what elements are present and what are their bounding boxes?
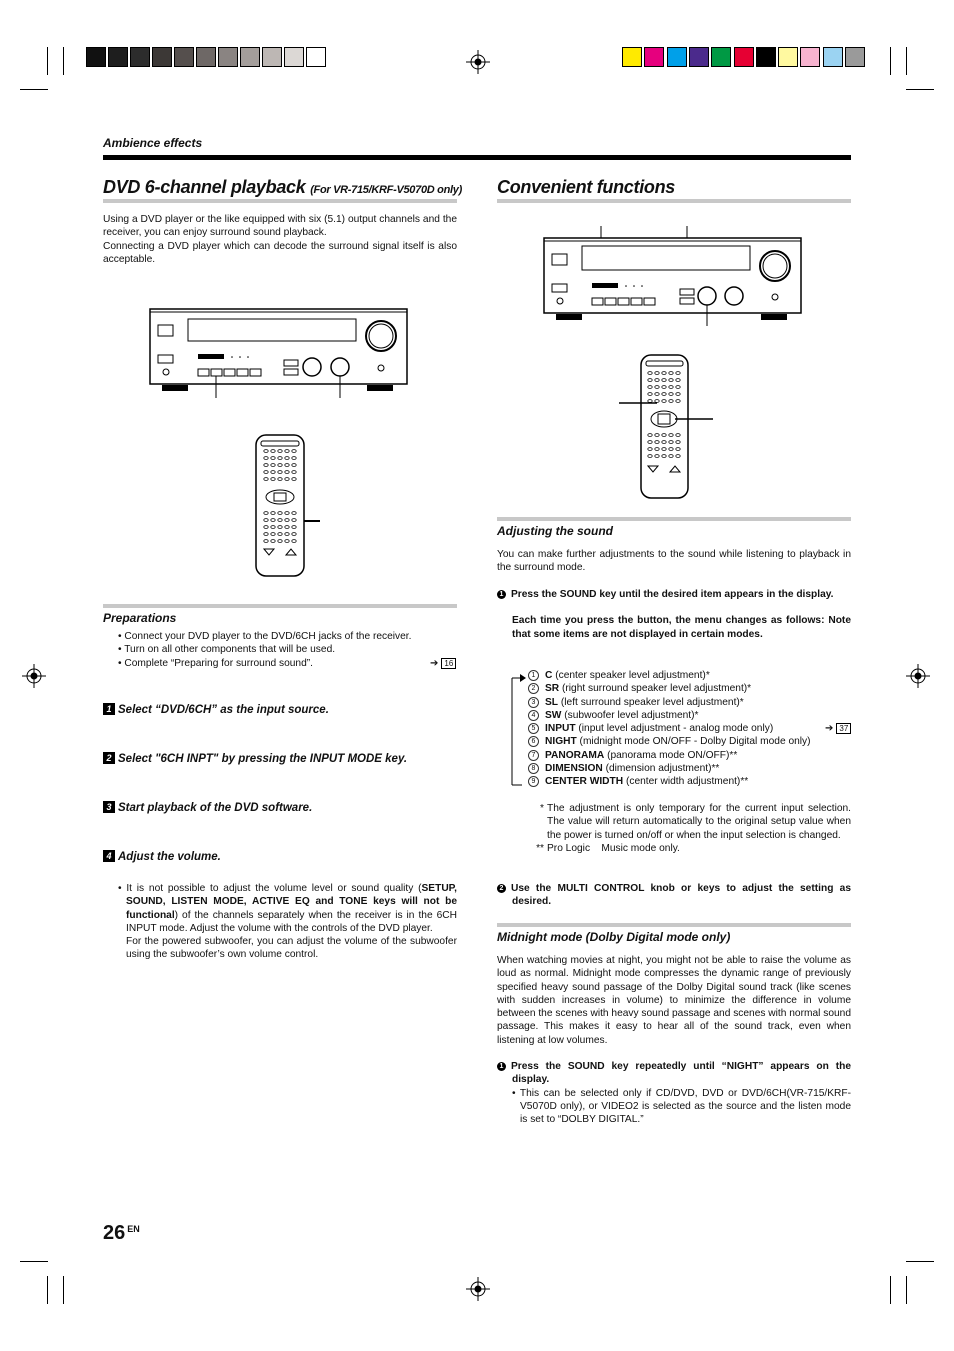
menu-item: 2 SR (right surround speaker level adjustment)* xyxy=(528,682,852,695)
remote-illustration-left xyxy=(254,433,326,579)
registration-mark-bottom xyxy=(466,1277,490,1301)
adjusting-step-2: 2 Use the MULTI CONTROL knob or keys to adjust the setting as desired. xyxy=(497,882,851,909)
preparations-item-3: • Complete “Preparing for surround sound”. ➔ 16 xyxy=(118,657,457,670)
registration-mark-right xyxy=(906,664,930,688)
color-swatch xyxy=(845,47,865,67)
receiver-illustration-left xyxy=(148,306,410,401)
page-number: 26 $^{EN}$ xyxy=(103,1222,140,1244)
sound-menu-list xyxy=(528,669,852,789)
gray-swatch xyxy=(284,47,304,67)
midnight-intro: When watching movies at night, you might not be able to raise the volume as loud as normal. Midnight mode compresses the dynamic range of previously specified heavy sound passage of the Dolby Digital sound track (like scenes with sudden increases in volume) to minimize the difference in volume between the scenes with heavy sound passage and scenes with normal sound passage. This makes it easy to hear all of the sound track, even when listening at low volumes. xyxy=(497,955,851,1046)
color-swatch xyxy=(689,47,709,67)
color-swatch xyxy=(667,47,687,67)
left-title-text: DVD 6-channel playback xyxy=(103,177,306,197)
color-swatch xyxy=(756,47,776,67)
registration-mark-left xyxy=(22,664,46,688)
remote-illustration-right xyxy=(617,353,717,501)
menu-loop-arrow xyxy=(510,672,528,792)
left-intro xyxy=(103,213,457,266)
footnotes xyxy=(528,802,851,855)
menu-item: 1 C (center speaker level adjustment)* xyxy=(528,669,852,682)
header-rule xyxy=(103,155,851,160)
preparations-list xyxy=(118,630,457,670)
midnight-heading: Midnight mode (Dolby Digital mode only) xyxy=(497,930,731,944)
menu-item: 5 INPUT (input level adjustment - analog mode only) xyxy=(528,722,852,735)
footnote-2: ** Pro Logic Music mode only. xyxy=(536,842,680,854)
left-intro-2: Connecting a DVD player which can decode the surround signal itself is also acceptable. xyxy=(103,240,457,265)
gray-swatch xyxy=(108,47,128,67)
page-reference-37: ➔ 37 xyxy=(825,722,851,735)
left-title-note: (For VR-715/KRF-V5070D only) xyxy=(310,184,462,196)
footnote-1: * The adjustment is only temporary for the current input selection. The value will return automatically to the original setup value when the power is turned on/off or when the input selection is changed. xyxy=(540,803,851,841)
right-title-rule xyxy=(497,199,851,203)
section-label: Ambience effects xyxy=(103,136,203,150)
menu-item: 6 NIGHT (midnight mode ON/OFF - Dolby Digital mode only) xyxy=(528,735,852,748)
left-title-rule xyxy=(103,199,457,203)
adjusting-intro: You can make further adjustments to the sound while listening to playback in the surround mode. xyxy=(497,549,851,574)
preparations-item-1: • Connect your DVD player to the DVD/6CH jacks of the receiver. xyxy=(118,631,412,642)
adjusting-rule xyxy=(497,517,851,521)
gray-swatch xyxy=(152,47,172,67)
gray-swatch xyxy=(218,47,238,67)
preparations-item-2: • Turn on all other components that will be used. xyxy=(118,644,336,656)
color-swatch xyxy=(778,47,798,67)
gray-swatch xyxy=(196,47,216,67)
preparations-heading: Preparations xyxy=(103,611,177,625)
menu-item: 9 CENTER WIDTH (center width adjustment)** xyxy=(528,775,852,788)
gray-swatch xyxy=(86,47,106,67)
preparations-rule xyxy=(103,604,457,608)
step-1: 1 Select “DVD/6CH” as the input source. xyxy=(103,703,329,716)
registration-mark-top xyxy=(466,50,490,74)
gray-swatch xyxy=(262,47,282,67)
midnight-step-1: 1 Press the SOUND key repeatedly until “NIGHT” appears on the display. • This can be selected only if CD/DVD, DVD or DVD/6CH(VR-715/KRF-V5070D only), or VIDEO2 is selected as the source and the listen mode is set to “DOLBY DIGITAL.” xyxy=(497,1060,851,1126)
adjusting-step-1: 1 Press the SOUND key until the desired item appears in the display. Each time you press the button, the menu changes as follows: Note that some items are not displayed in certain modes. xyxy=(497,588,851,641)
color-swatch xyxy=(800,47,820,67)
volume-note: • It is not possible to adjust the volume level or sound quality (SETUP, SOUND, LISTEN MODE, ACTIVE EQ and TONE keys will not be functional) of the channels separately when the receiver is in the 6CH INPUT mode. Adjust the volume with the controls of the DVD player. For the powered subwoofer, you can adjust the volume of the subwoofer using the subwoofer’s own volume control. xyxy=(118,883,457,961)
step-2: 2 Select "6CH INPT" by pressing the INPUT MODE key. xyxy=(103,752,407,765)
left-title xyxy=(103,177,462,198)
gray-swatch xyxy=(306,47,326,67)
adjusting-heading: Adjusting the sound xyxy=(497,524,613,538)
midnight-step-1-note: • This can be selected only if CD/DVD, DVD or DVD/6CH(VR-715/KRF-V5070D only), or VIDEO2 is selected as the source and the listen mode is set to “DOLBY DIGITAL.” xyxy=(512,1087,851,1126)
color-swatch xyxy=(823,47,843,67)
menu-item: 7 PANORAMA (panorama mode ON/OFF)** xyxy=(528,749,852,762)
menu-item: 8 DIMENSION (dimension adjustment)** xyxy=(528,762,852,775)
gray-swatch xyxy=(174,47,194,67)
step-3: 3 Start playback of the DVD software. xyxy=(103,801,312,814)
right-title: Convenient functions xyxy=(497,177,675,197)
color-swatch xyxy=(622,47,642,67)
subwoofer-note: For the powered subwoofer, you can adjust the volume of the subwoofer using the subwoofer’s own volume control. xyxy=(126,936,457,961)
color-swatch xyxy=(734,47,754,67)
receiver-illustration-right xyxy=(542,224,804,328)
page-reference-16: ➔ 16 xyxy=(430,657,456,670)
step-4: 4 Adjust the volume. xyxy=(103,850,221,863)
color-swatch xyxy=(711,47,731,67)
color-swatch xyxy=(644,47,664,67)
left-intro-1: Using a DVD player or the like equipped with six (5.1) output channels and the receiver, you can enjoy surround sound playback. xyxy=(103,214,457,239)
adjusting-step-1-note: Each time you press the button, the menu changes as follows: Note that some items are not displayed in certain modes. xyxy=(512,615,851,640)
menu-item: 4 SW (subwoofer level adjustment)* xyxy=(528,709,852,722)
gray-swatch xyxy=(130,47,150,67)
gray-swatch xyxy=(240,47,260,67)
midnight-rule xyxy=(497,923,851,927)
menu-item: 3 SL (left surround speaker level adjustment)* xyxy=(528,696,852,709)
